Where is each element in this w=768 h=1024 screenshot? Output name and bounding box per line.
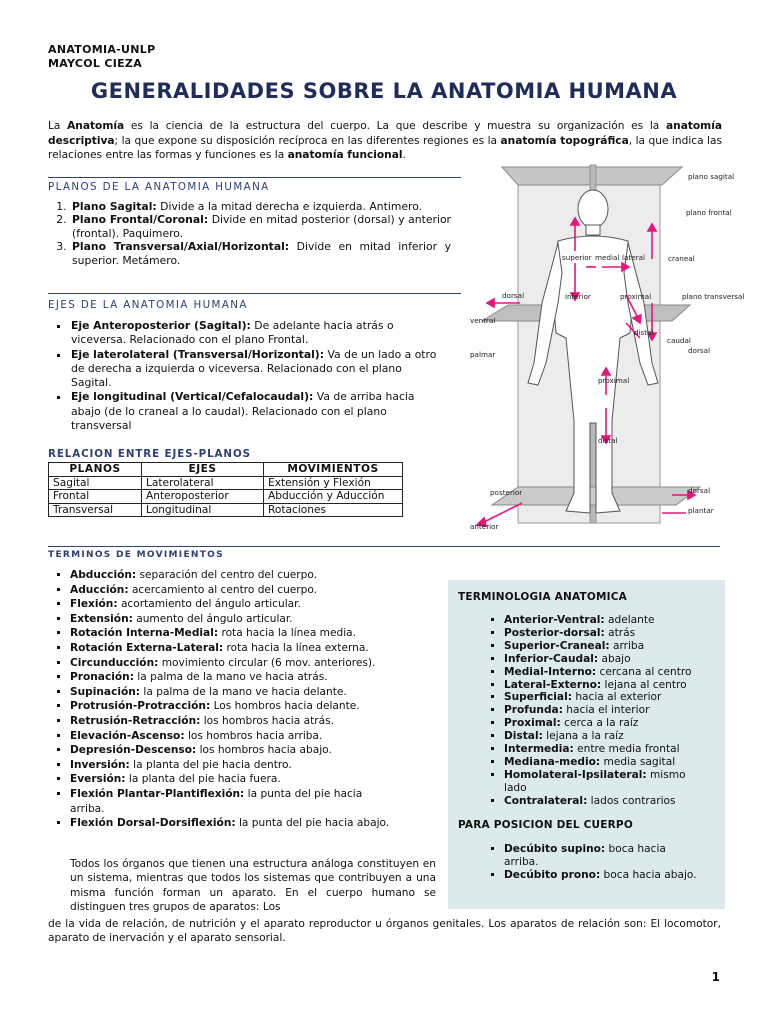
figure-label: lateral [622,253,645,262]
figure-label: plantar [688,506,714,515]
figure-label: anterior [470,522,499,531]
figure-label: ventral [470,316,496,325]
list-item: ▪ Aducción: acercamiento al centro del cuerpo. [70,583,436,598]
table-cell: Abducción y Aducción [264,490,403,504]
table-header: MOVIMIENTOS [264,463,403,477]
terminologia-list [448,614,725,808]
figure-label: posterior [490,488,523,497]
list-item: ▪ Homolateral-Ipsilateral: mismo lado [504,769,704,795]
list-item: ▪ Superficial: hacia al exterior [504,691,725,704]
figure-label: distal [598,436,618,445]
section-rule [48,293,461,294]
intro-paragraph: La Anatomía es la ciencia de la estructura del cuerpo. La que describe y muestra su organización es la anatomía descriptiva; la que expone su disposición recíproca en las diferentes regiones es la anatomía topográfica, la que indica las relaciones entre las formas y funciones es la anatomía funcional. [48,120,723,161]
table-header: PLANOS [49,463,142,477]
table-cell: Extensión y Flexión [264,476,403,490]
panel-heading-posicion: PARA POSICION DEL CUERPO [458,819,633,831]
section-rule [48,546,720,547]
table-cell: Anteroposterior [142,490,264,504]
figure-label: superior [562,253,592,262]
list-item: ▪ Abducción: separación del centro del cuerpo. [70,568,436,583]
figure-label: inferior [565,292,591,301]
list-item: ▪ Superior-Craneal: arriba [504,640,725,653]
posicion-list [448,843,725,882]
list-item: ▪ Lateral-Externo: lejana al centro [504,679,725,692]
figure-label: dorsal [688,486,711,495]
list-item: ▪ Eje Anteroposterior (Sagital): De adelante hacia atrás o viceversa. Relacionado con el plano Frontal. [70,319,443,348]
panel-heading-terminologia: TERMINOLOGIA ANATOMICA [458,591,627,603]
figure-label: proximal [598,376,630,385]
list-item: ▪ Decúbito prono: boca hacia abajo. [504,869,725,882]
list-item: ▪ Rotación Interna-Medial: rota hacia la línea media. [70,626,436,641]
terminologia-panel [448,580,725,909]
movimientos-list [46,568,436,831]
list-item: ▪ Circunducción: movimiento circular (6 mov. anteriores). [70,656,436,671]
list-item: ▪ Medial-Interno: cercana al centro [504,666,725,679]
list-item: 1. Plano Sagital: Divide a la mitad derecha e izquierda. Antimero. [70,200,451,213]
table-row [49,503,403,517]
list-item: ▪ Eje longitudinal (Vertical/Cefalocaudal): Va de arriba hacia abajo (de lo craneal a lo caudal). Relacionado con el plano transversal [70,390,443,433]
table-cell: Transversal [49,503,142,517]
figure-label: dorsal [502,291,525,300]
list-item: ▪ Eversión: la planta del pie hacia fuera. [70,772,436,787]
table-header-row [49,463,403,477]
list-item: ▪ Rotación Externa-Lateral: rota hacia la línea externa. [70,641,436,656]
list-item: ▪ Anterior-Ventral: adelante [504,614,725,627]
figure-label: caudal [667,336,691,345]
table-cell: Laterolateral [142,476,264,490]
list-item: 2. Plano Frontal/Coronal: Divide en mitad posterior (dorsal) y anterior (frontal). Paquimero. [70,213,451,240]
section-heading-ejes: EJES DE LA ANATOMIA HUMANA [48,299,248,311]
author-name: MAYCOL CIEZA [48,57,143,70]
closing-paragraph-start: Todos los órganos que tienen una estructura análoga constituyen en un sistema, mientras que todos los sistemas que contribuyen a una misma función forman un aparato. En el cuerpo humano se distinguen tres grupos de aparatos: Los [70,858,436,914]
closing-paragraph-end: de la vida de relación, de nutrición y el aparato reproductor u órganos genitales. Los aparatos de relación son: El locomotor, aparato de inervación y el aparato sensorial. [48,918,721,945]
table-header: EJES [142,463,264,477]
table-cell: Frontal [49,490,142,504]
figure-label: plano sagital [688,172,735,181]
figure-label: distal [634,328,654,337]
list-item: ▪ Depresión-Descenso: los hombros hacia abajo. [70,743,436,758]
list-item: ▪ Pronación: la palma de la mano ve hacia atrás. [70,670,436,685]
table-row [49,476,403,490]
figure-label: plano transversal [682,292,745,301]
ejes-list [48,319,443,433]
anatomy-planes-figure [462,163,745,533]
page-number: 1 [711,970,720,984]
list-item: ▪ Inferior-Caudal: abajo [504,653,725,666]
section-heading-planos: PLANOS DE LA ANATOMIA HUMANA [48,181,270,193]
list-item: ▪ Eje laterolateral (Transversal/Horizontal): Va de un lado a otro de derecha a izquierda o viceversa. Relacionado con el plano Sagital. [70,348,443,391]
figure-label: dorsal [688,346,711,355]
figure-label: plano frontal [686,208,732,217]
table-cell: Longitudinal [142,503,264,517]
list-item: ▪ Retrusión-Retracción: los hombros hacia atrás. [70,714,436,729]
figure-label: palmar [470,350,496,359]
list-item: ▪ Posterior-dorsal: atrás [504,627,725,640]
list-item: ▪ Distal: lejana a la raíz [504,730,725,743]
list-item: ▪ Flexión Plantar-Plantiflexión: la punta del pie hacia arriba. [70,787,390,816]
list-item: ▪ Flexión Dorsal-Dorsiflexión: la punta del pie hacia abajo. [70,816,390,831]
list-item: ▪ Extensión: aumento del ángulo articular. [70,612,436,627]
section-heading-terminos: TERMINOS DE MOVIMIENTOS [48,550,224,560]
list-item: ▪ Proximal: cerca a la raíz [504,717,725,730]
table-cell: Rotaciones [264,503,403,517]
table-cell: Sagital [49,476,142,490]
section-rule [48,177,461,178]
list-item: ▪ Mediana-medio: media sagital [504,756,725,769]
list-item: ▪ Inversión: la planta del pie hacia dentro. [70,758,436,773]
list-item: ▪ Profunda: hacia el interior [504,704,725,717]
list-item: ▪ Protrusión-Protracción: Los hombros hacia delante. [70,699,436,714]
table-row [49,490,403,504]
list-item: 3. Plano Transversal/Axial/Horizontal: Divide en mitad inferior y superior. Metámero. [70,240,451,267]
list-item: ▪ Elevación-Ascenso: los hombros hacia arriba. [70,729,436,744]
figure-label: craneal [668,254,695,263]
figure-label: proximal [620,292,652,301]
page-title: GENERALIDADES SOBRE LA ANATOMIA HUMANA [90,79,678,103]
list-item: ▪ Intermedia: entre media frontal [504,743,725,756]
list-item: ▪ Supinación: la palma de la mano ve hacia delante. [70,685,436,700]
list-item: ▪ Flexión: acortamiento del ángulo articular. [70,597,436,612]
planos-list [48,200,451,267]
figure-label: medial [595,253,620,262]
list-item: ▪ Contralateral: lados contrarios [504,795,725,808]
section-heading-relacion: RELACION ENTRE EJES-PLANOS [48,448,251,460]
relation-table [48,462,403,517]
author-institution: ANATOMIA-UNLP [48,43,156,56]
list-item: ▪ Decúbito supino: boca hacia arriba. [504,843,694,869]
